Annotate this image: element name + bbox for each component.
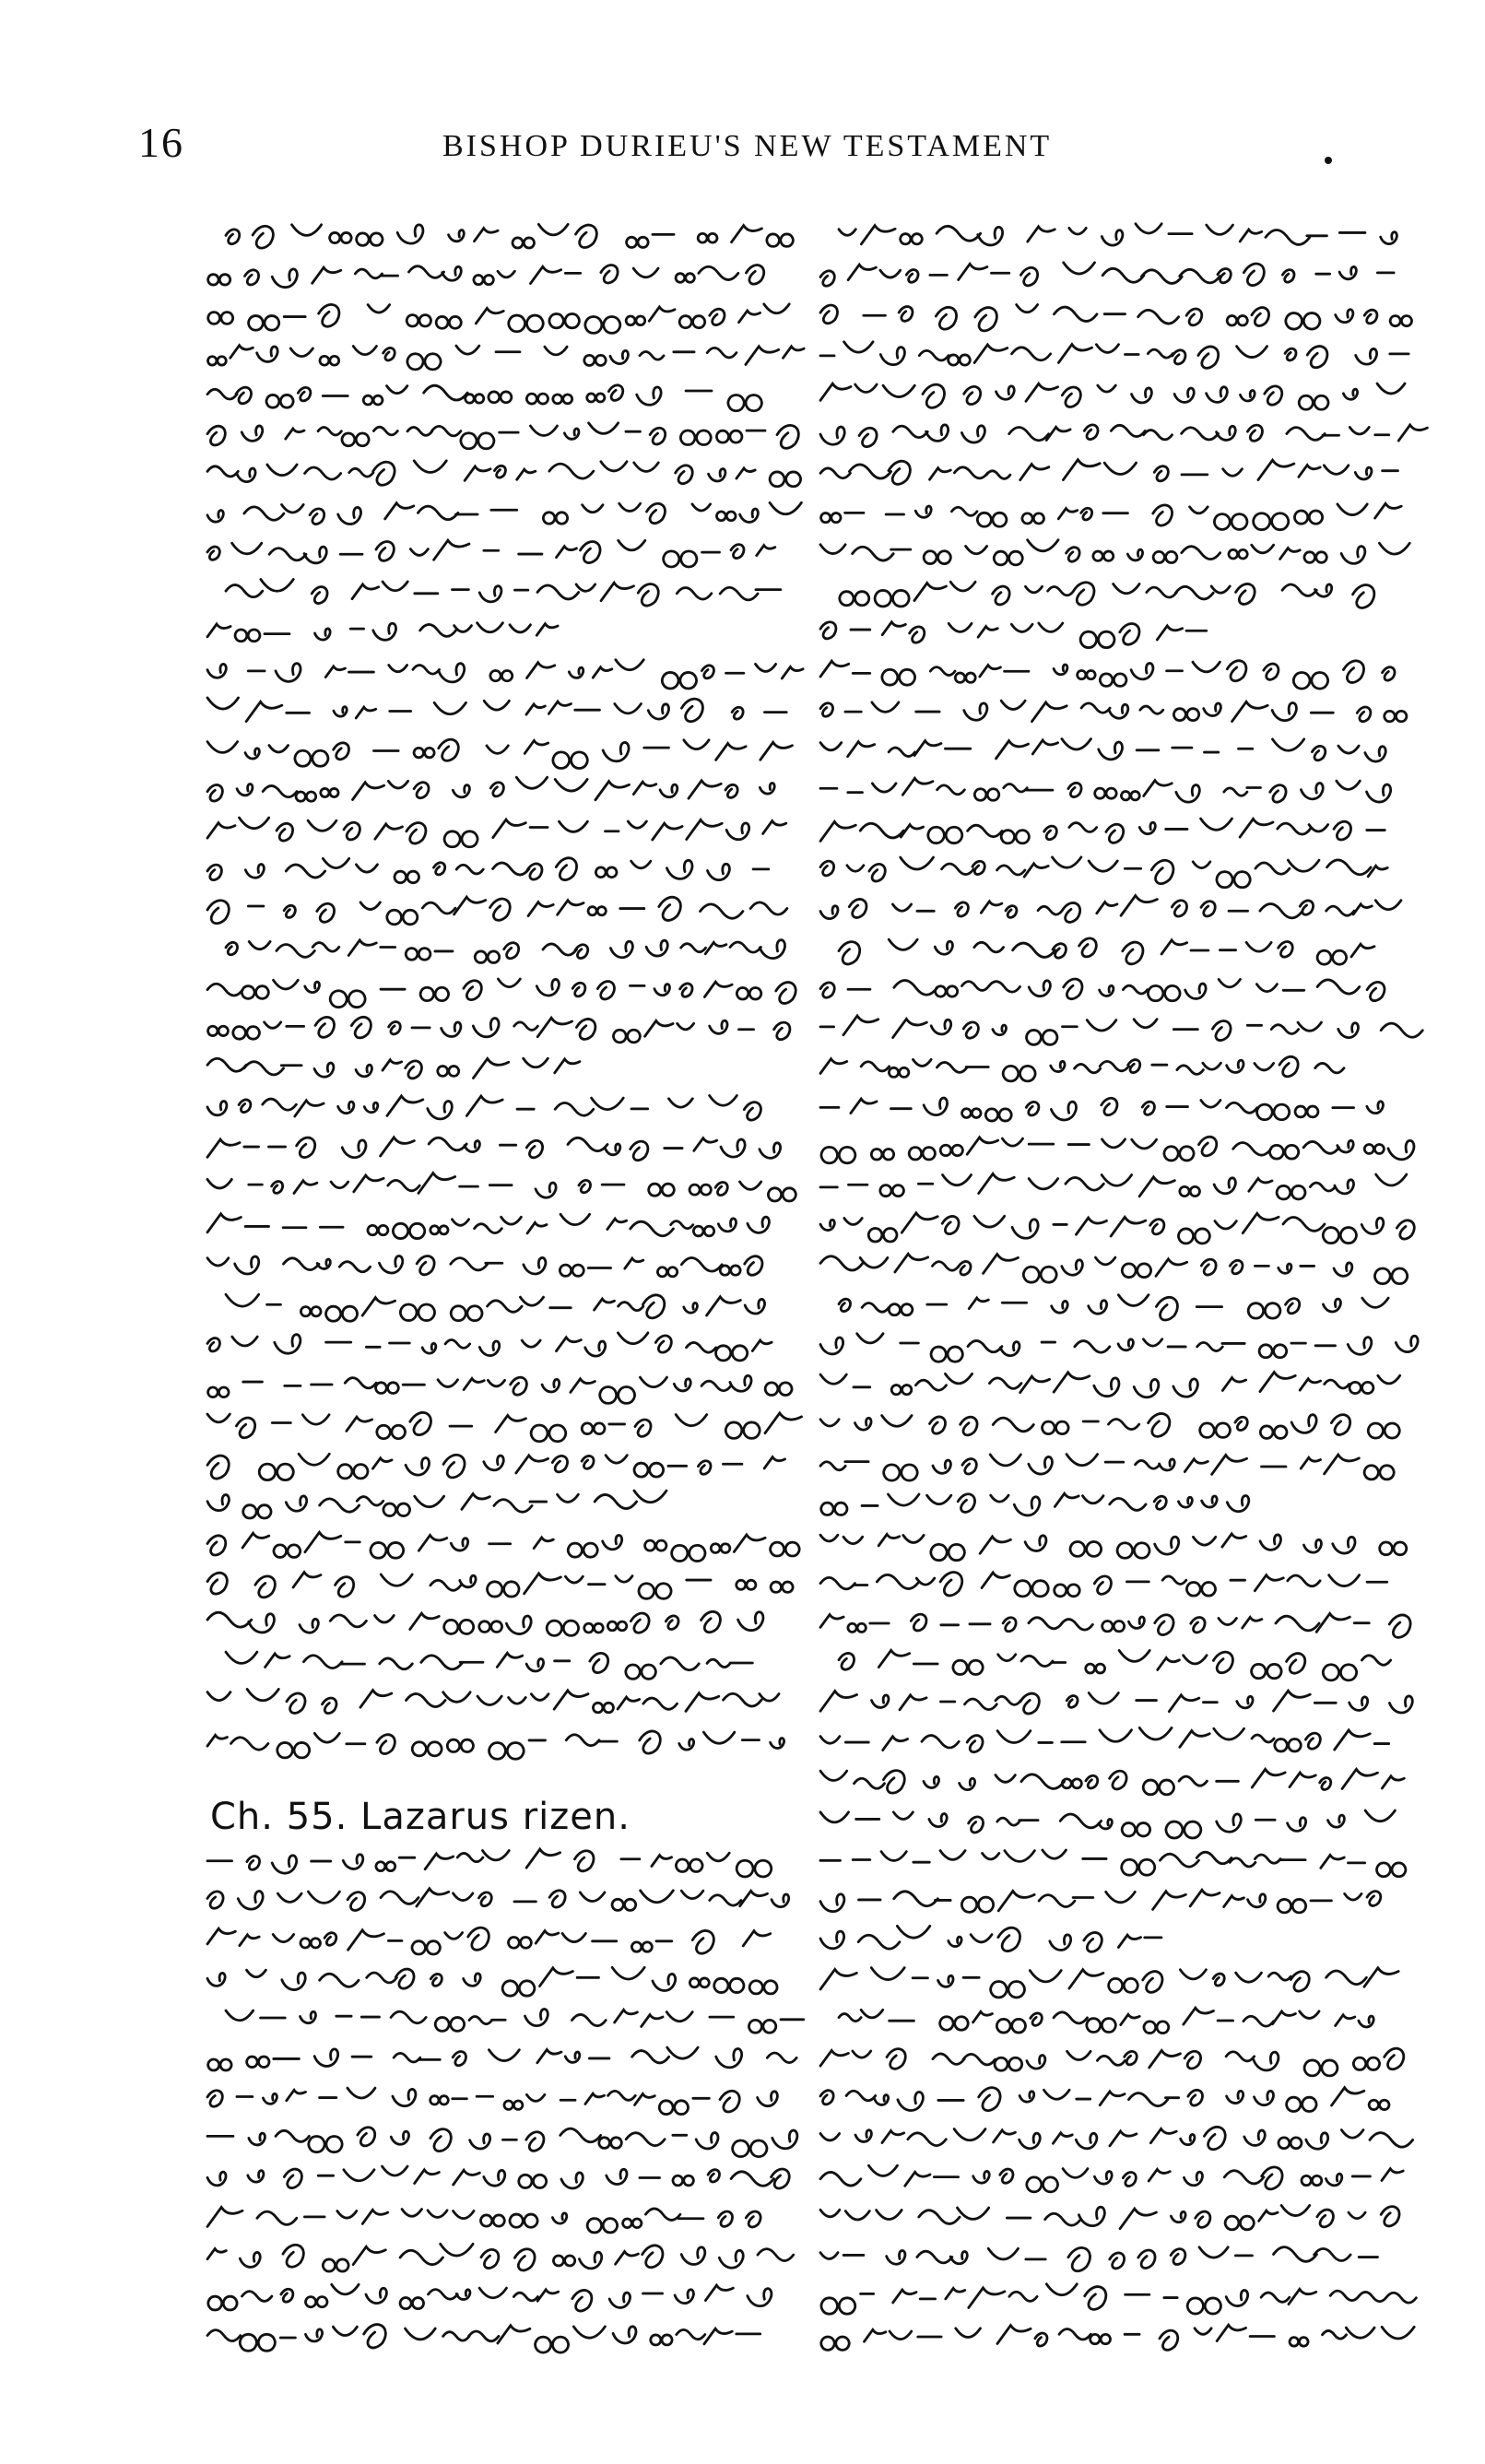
script-line [208,265,764,288]
script-line [820,2088,1389,2112]
script-line [207,2207,760,2232]
script-line [820,460,1397,485]
script-line [208,304,789,334]
script-line [207,979,796,1008]
chapter-heading: Ch. 55. Lazarus rizen. [210,1796,631,1838]
script-line [820,1691,1412,1714]
script-line [839,1295,1388,1320]
script-line [820,425,1427,447]
script-line [207,423,798,449]
left-column [198,207,825,2420]
script-line [820,1455,1394,1481]
script-line [207,739,792,768]
script-line [820,1968,1398,1998]
script-line [207,2128,797,2157]
script-line [207,1454,785,1480]
script-line [207,502,801,524]
script-line [207,1333,772,1361]
running-head: BISHOP DURIEU'S NEW TESTAMENT [442,129,1053,163]
script-line [820,701,1407,722]
script-line [820,1926,1161,1951]
script-line [820,1373,1400,1397]
script-line [207,1138,781,1161]
script-line [820,896,1401,923]
script-line [820,857,1387,888]
script-line [820,2127,1413,2149]
script-line [207,1611,763,1635]
script-line [820,304,1411,330]
script-line [820,739,1385,762]
script-line [226,224,793,248]
script-line [820,1098,1383,1121]
script-line [207,2088,777,2114]
script-line [820,1727,1389,1751]
script-line [207,897,787,925]
script-line [820,540,1409,565]
script-line [207,818,786,847]
script-line [226,940,785,963]
script-line [820,661,1395,689]
script-line [207,1256,762,1276]
script-line [820,1254,1408,1283]
script-line [226,579,781,606]
script-line [208,346,805,370]
script-line [207,777,774,801]
script-line [839,224,1397,245]
script-line [821,1137,1414,1163]
script-line [207,1849,772,1877]
script-line [820,2165,1403,2192]
script-line [820,778,1391,802]
script-line [207,1967,777,1996]
script-line [820,2247,1377,2271]
script-line [207,623,558,642]
script-line [820,1613,1410,1637]
script-line [207,1689,779,1713]
script-line [820,263,1394,286]
script-line [839,938,1374,964]
script-line [820,2205,1399,2229]
script-line [207,461,801,487]
script-line [226,1652,752,1679]
script-line [820,1016,1422,1044]
script-line [820,1810,1395,1838]
script-line [207,1928,771,1954]
script-line [820,1769,1404,1795]
script-line [207,1095,760,1120]
script-line [820,1213,1414,1244]
script-line [207,1412,802,1441]
script-line [821,503,1402,529]
script-line [820,622,1207,648]
script-line [820,2048,1404,2076]
script-line [207,1573,793,1599]
script-line [207,1532,799,1561]
script-line [821,1493,1249,1515]
left-column-shorthand-script [198,207,825,2420]
script-line [821,2325,1414,2350]
script-line [207,660,803,689]
script-line [208,1017,790,1042]
script-line [821,2284,1416,2314]
script-line [820,1573,1387,1597]
script-line [207,698,786,722]
script-line [207,1889,789,1911]
script-line [208,1375,792,1403]
script-line [820,1850,1406,1877]
script-line [820,342,1408,369]
script-line [207,2325,760,2352]
script-line [820,819,1385,843]
script-line [226,2010,804,2034]
script-line [207,1214,769,1239]
script-line [840,582,1374,607]
script-line [820,383,1405,409]
script-line [820,1056,1344,1080]
script-line [839,1650,1391,1680]
script-line [820,979,1385,1001]
script-line [820,1334,1418,1362]
script-line [207,1058,580,1079]
script-line [207,540,775,567]
printer-dot [1325,157,1332,164]
script-line [207,858,769,883]
script-line [207,1491,666,1518]
script-line [208,2284,772,2311]
right-column-shorthand-script [811,207,1438,2420]
script-line [208,2047,796,2070]
script-line [207,1173,796,1201]
script-line [820,1413,1399,1438]
script-line [820,1534,1407,1561]
script-line [207,1731,784,1759]
script-line [820,1173,1407,1199]
script-line [207,2244,794,2271]
script-line [207,385,761,411]
page-number: 16 [138,119,184,166]
script-line [226,1294,765,1321]
right-column [811,207,1438,2420]
script-line [839,2008,1373,2033]
script-line [820,1890,1381,1913]
script-line [207,2166,789,2188]
